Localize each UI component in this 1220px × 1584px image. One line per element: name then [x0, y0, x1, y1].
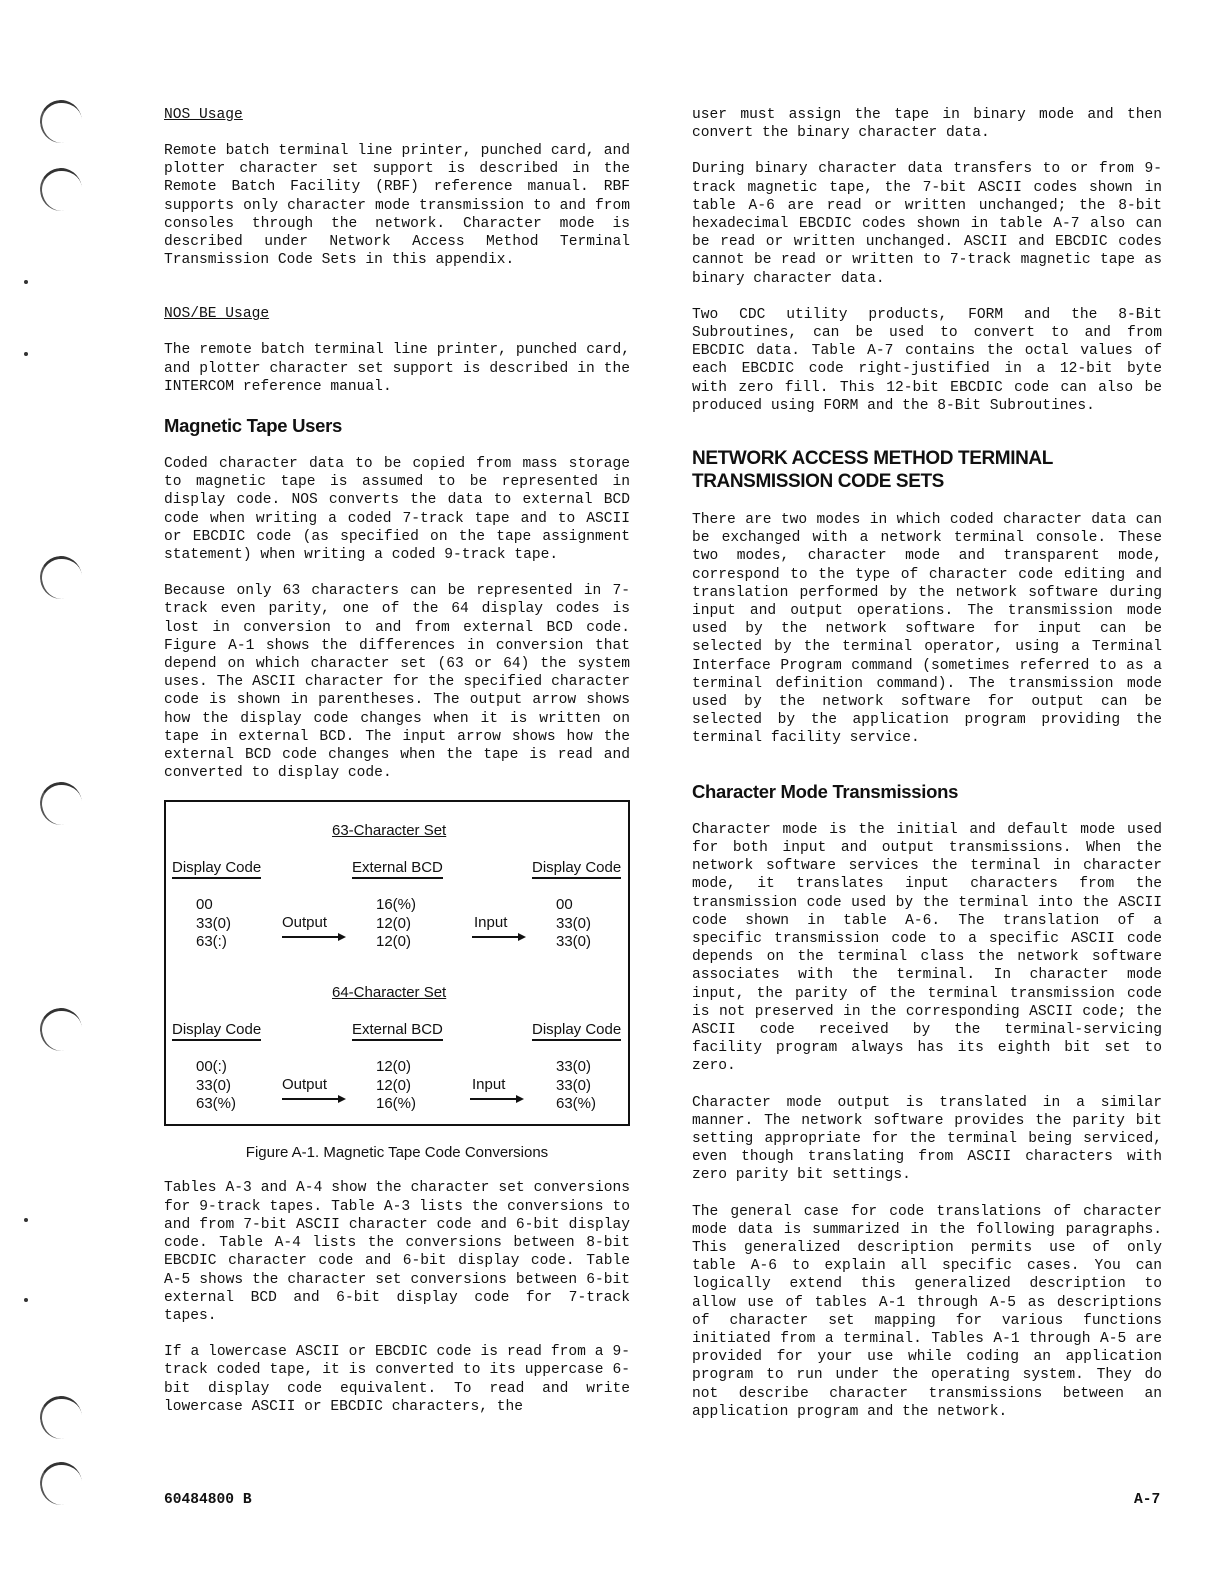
network-heading-line-1: NETWORK ACCESS METHOD TERMINAL	[692, 448, 1053, 470]
right-column	[692, 106, 1162, 1439]
code-cell: 12(0)	[376, 1076, 412, 1094]
lowercase-paragraph: If a lowercase ASCII or EBCDIC code is read from a 9-track coded tape, it is converted to its uppercase 6-bit display code equivalent. To read and write lowercase ASCII or EBCDIC characters, the	[164, 1344, 630, 1415]
binder-hole-mark	[37, 165, 85, 213]
input-arrow-icon	[470, 1098, 522, 1100]
set64-display-codes	[196, 1058, 236, 1114]
figure-caption: Figure A-1. Magnetic Tape Code Conversions	[245, 1144, 549, 1162]
set63-display-header: Display Code	[172, 859, 261, 879]
nosbe-usage-paragraph: The remote batch terminal line printer, punched card, and plotter character set support is described in the INTERCOM reference manual.	[164, 342, 630, 395]
code-cell: 63(%)	[556, 1095, 597, 1113]
set63-input-label: Input	[474, 914, 508, 932]
set63-bcd-codes	[376, 896, 416, 952]
set63-output-label: Output	[282, 914, 328, 932]
code-cell: 63(%)	[196, 1095, 237, 1113]
binder-hole-mark	[37, 553, 85, 601]
utility-products-paragraph: Two CDC utility products, FORM and the 8-Bit Subroutines, can be used to convert to and from EBCDIC data. Table A-7 contains the octal values of each EBCDIC code right-justified in a 12-bit byte with zero fill. This 12-bit EBCDIC code can also be produced using FORM and the 8-Bit Subroutines.	[692, 306, 1162, 414]
set64-display2-header: Display Code	[532, 1021, 621, 1041]
nos-usage-paragraph: Remote batch terminal line printer, punched card, and plotter character set support is described in the Remote Batch Facility (RBF) reference manual. RBF supports only character mode transmission to and from consoles through the network. Character mode is described under Network Access Method Terminal Transmission Code Sets in this appendix.	[164, 143, 630, 269]
code-cell: 16(%)	[376, 1095, 417, 1113]
set63-title: 63-Character Set	[332, 822, 447, 840]
code-cell: 00	[556, 896, 573, 914]
code-cell: 33(0)	[556, 914, 592, 932]
general-case-paragraph: The general case for code translations of character mode data is summarized in the following paragraphs. This generalized description permits use of only table A-6 to explain all specific cases. You can logically extend this generalized description to allow use of tables A-1 through A-5 as descriptions of character set mapping for various functions initiated from a terminal. Tables A-1 through A-5 are provided for your use while coding an application program to run under the operating system. They do not describe character transmissions between an application program and the network.	[692, 1203, 1162, 1420]
code-cell: 00	[196, 896, 213, 914]
speck	[24, 352, 28, 356]
set63-display2-header: Display Code	[532, 859, 621, 879]
code-cell: 00(:)	[196, 1058, 227, 1076]
set64-input-label: Input	[472, 1076, 506, 1094]
binder-hole-mark	[37, 1459, 85, 1507]
code-cell: 63(:)	[196, 933, 227, 951]
nosbe-usage-heading: NOS/BE Usage	[164, 306, 270, 323]
output-arrow-icon	[282, 1098, 344, 1100]
speck	[24, 1298, 28, 1302]
nos-usage-heading: NOS Usage	[164, 107, 243, 123]
input-arrow-icon	[472, 936, 524, 938]
binary-transfer-paragraph: During binary character data transfers to or from 9-track magnetic tape, the 7-bit ASCII codes shown in table A-6 are read or written unchanged; the 8-bit hexadecimal EBCDIC codes shown in table A-7 also can be read or written unchanged. ASCII and EBCDIC codes cannot be read or written to 7-track magnetic tape as binary character data.	[692, 161, 1162, 287]
figure-a1-box	[164, 800, 630, 1126]
code-cell: 33(0)	[556, 1076, 592, 1094]
character-mode-paragraph: Character mode is the initial and default mode used for both input and output transmissions. When the network software services the terminal in character mode, it translates input characters from the transmission code used by the terminal into the ASCII code shown in table A-6. The translation of a specific transmission code to a specific ASCII code depends on the terminal class the network software associates with the terminal. In character mode input, the parity of the terminal transmission code is not preserved in the corresponding ASCII code; the ASCII code received by the terminal-servicing facility program always has its eighth bit set to zero.	[692, 821, 1162, 1075]
set64-display2-codes	[556, 1058, 596, 1114]
set63-display2-codes	[556, 896, 591, 952]
page-number: A-7	[1134, 1492, 1161, 1508]
binder-hole-mark	[37, 1005, 85, 1053]
magnetic-tape-paragraph-2: Because only 63 characters can be represented in 7-track even parity, one of the 64 display codes is lost in conversion to and from external BCD code. Figure A-1 shows the differences in conversion that depend on which character set (63 or 64) the system uses. The ASCII character for the specified character code is shown in parentheses. The output arrow shows how the display code changes when it is written on tape in external BCD. The input arrow shows how the external BCD code changes when the tape is read and converted to display code.	[164, 583, 630, 782]
network-access-heading	[692, 447, 1162, 493]
code-cell: 12(0)	[376, 914, 412, 932]
character-mode-output-paragraph: Character mode output is translated in a similar manner. The network software provides the parity bit setting appropriate for the terminal being serviced, even though translating from ASCII characters with zero parity bit settings.	[692, 1094, 1162, 1184]
magnetic-tape-heading: Magnetic Tape Users	[164, 415, 342, 437]
code-cell: 33(0)	[196, 1076, 232, 1094]
binary-mode-paragraph: user must assign the tape in binary mode and then convert the binary character data.	[692, 107, 1162, 142]
set63-display-codes	[196, 896, 231, 952]
two-modes-paragraph: There are two modes in which coded character data can be exchanged with a network terminal console. These two modes, character mode and transparent mode, correspond to the type of character code editing and translation performed by the network software during input and output operations. The transmission mode used by the network software for input can be selected by the terminal operator, using a Terminal Interface Program command (sometimes referred to as a terminal definition command). The transmission mode used by the network software for output can be selected by the application program providing the terminal facility service.	[692, 512, 1162, 747]
output-arrow-icon	[282, 936, 344, 938]
set63-bcd-header: External BCD	[352, 859, 443, 879]
left-column	[164, 106, 630, 1434]
code-cell: 16(%)	[376, 896, 417, 914]
code-cell: 12(0)	[376, 933, 412, 951]
speck	[24, 1218, 28, 1222]
network-heading-line-2: TRANSMISSION CODE SETS	[692, 471, 944, 493]
tables-paragraph: Tables A-3 and A-4 show the character set conversions for 9-track tapes. Table A-3 lists the conversions to and from 7-bit ASCII character code and 6-bit display code. Table A-4 lists the conversions between 8-bit EBCDIC character code and 6-bit display code. Table A-5 shows the character set conversions between 6-bit external BCD and 6-bit display code for 7-track tapes.	[164, 1180, 630, 1324]
set64-display-header: Display Code	[172, 1021, 261, 1041]
code-cell: 33(0)	[196, 914, 232, 932]
magnetic-tape-paragraph-1: Coded character data to be copied from mass storage to magnetic tape is assumed to be represented in display code. NOS converts the data to external BCD code when writing a coded 7-track tape and to ASCII or EBCDIC code (as specified on the tape assignment statement) when writing a coded 9-track tape.	[164, 456, 630, 564]
set64-title: 64-Character Set	[332, 984, 447, 1002]
code-cell: 33(0)	[556, 1058, 592, 1076]
binder-hole-mark	[37, 97, 85, 145]
binder-hole-mark	[37, 1393, 85, 1441]
character-mode-heading: Character Mode Transmissions	[692, 780, 959, 802]
set64-bcd-codes	[376, 1058, 416, 1114]
code-cell: 12(0)	[376, 1058, 412, 1076]
document-number: 60484800 B	[164, 1492, 252, 1508]
code-cell: 33(0)	[556, 933, 592, 951]
speck	[24, 280, 28, 284]
set64-output-label: Output	[282, 1076, 328, 1094]
binder-hole-mark	[37, 779, 85, 827]
set64-bcd-header: External BCD	[352, 1021, 443, 1041]
